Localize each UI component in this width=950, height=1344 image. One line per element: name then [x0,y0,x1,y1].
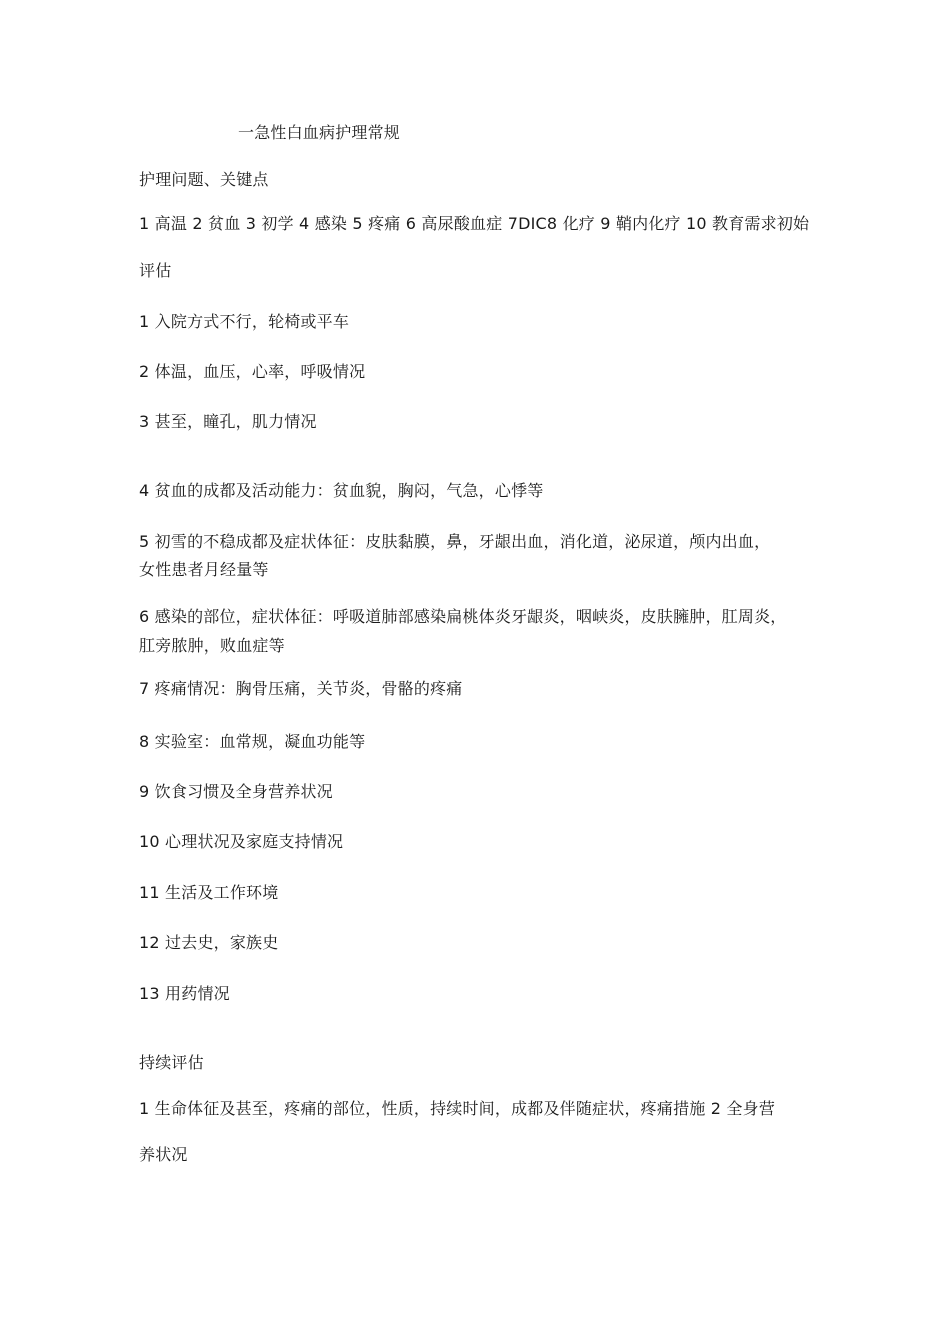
assessment-item: 10 心理状况及家庭支持情况 [139,832,344,851]
section-heading-problems: 护理问题、关键点 [139,170,269,189]
assessment-item: 6 感染的部位，症状体征：呼吸道肺部感染扁桃体炎牙龈炎，咽峡炎，皮肤臃肿，肛周炎， [139,607,787,626]
assessment-item: 3 甚至，瞳孔，肌力情况 [139,412,317,431]
continuous-item: 1 生命体征及甚至，疼痛的部位，性质，持续时间，成都及伴随症状，疼痛措施 2 全身营 [139,1099,776,1118]
document-title: 一急性白血病护理常规 [238,123,401,142]
assessment-item: 8 实验室：血常规，凝血功能等 [139,732,366,751]
section-heading-continuous-assessment: 持续评估 [139,1053,204,1072]
assessment-item: 13 用药情况 [139,984,230,1003]
continuous-item-continuation: 养状况 [139,1145,188,1164]
assessment-item: 1 入院方式不行，轮椅或平车 [139,312,350,331]
assessment-item-continuation: 女性患者月经量等 [139,560,269,579]
assessment-item: 5 初雪的不稳成都及症状体征：皮肤黏膜，鼻，牙龈出血，消化道，泌尿道，颅内出血， [139,532,771,551]
assessment-item: 12 过去史，家族史 [139,933,279,952]
assessment-item: 11 生活及工作环境 [139,883,279,902]
assessment-item: 4 贫血的成都及活动能力：贫血貌，胸闷，气急，心悸等 [139,481,544,500]
assessment-item: 2 体温，血压，心率，呼吸情况 [139,362,366,381]
section-heading-assessment: 评估 [139,261,172,280]
assessment-item: 7 疼痛情况：胸骨压痛，关节炎，骨骼的疼痛 [139,679,463,698]
assessment-item: 9 饮食习惯及全身营养状况 [139,782,333,801]
problems-line: 1 高温 2 贫血 3 初学 4 感染 5 疼痛 6 高尿酸血症 7DIC8 化疗 9 鞘内化疗 10 教育需求初始 [139,214,810,233]
assessment-item-continuation: 肛旁脓肿，败血症等 [139,636,285,655]
